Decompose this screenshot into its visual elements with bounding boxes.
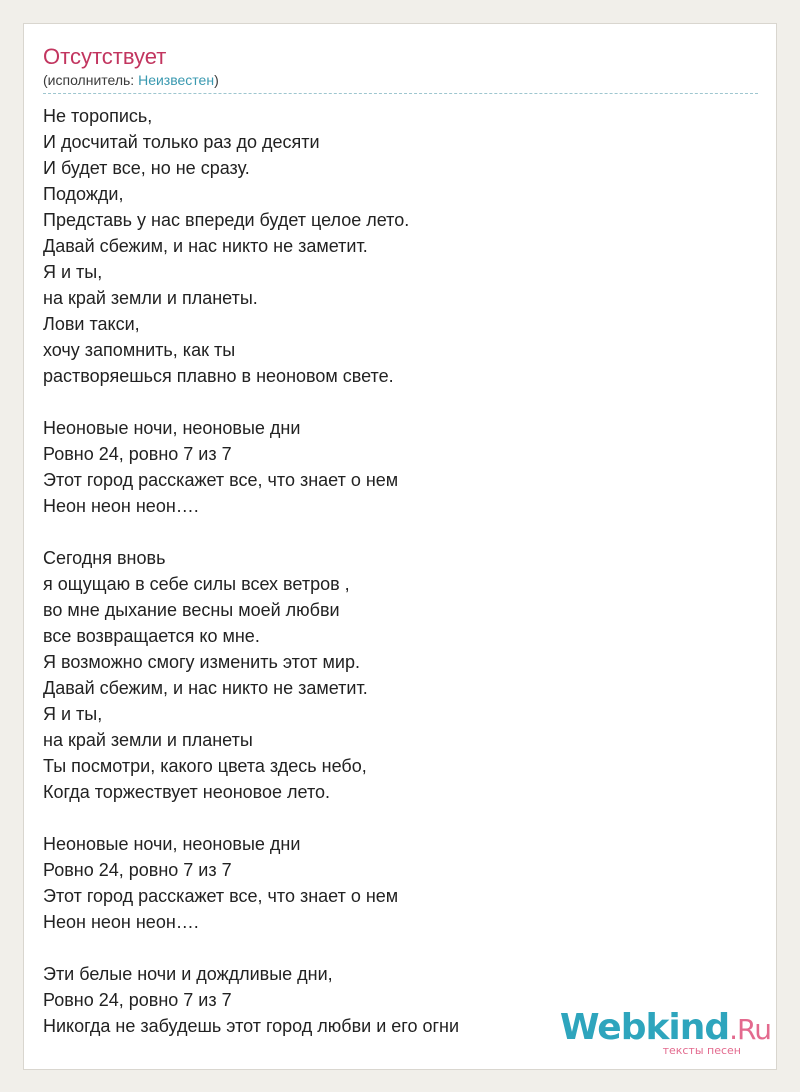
stanza-gap <box>43 519 757 545</box>
lyric-line: на край земли и планеты. <box>43 288 258 308</box>
lyric-line: Ровно 24, ровно 7 из 7 <box>43 990 232 1010</box>
lyric-line: Неоновые ночи, неоновые дни <box>43 418 301 438</box>
lyric-line: на край земли и планеты <box>43 730 253 750</box>
performer-suffix: ) <box>214 72 219 88</box>
lyric-line: И досчитай только раз до десяти <box>43 132 320 152</box>
lyric-line: Я возможно смогу изменить этот мир. <box>43 652 360 672</box>
lyric-line: И будет все, но не сразу. <box>43 158 250 178</box>
lyric-line: Этот город расскажет все, что знает о нем <box>43 886 399 906</box>
logo-wordmark: Webkind <box>559 1007 730 1048</box>
song-title: Отсутствует <box>43 44 167 69</box>
header-divider <box>43 93 758 94</box>
lyric-line: Я и ты, <box>43 704 103 724</box>
lyric-line: Этот город расскажет все, что знает о нем <box>43 470 399 490</box>
lyrics-card <box>23 23 777 1070</box>
lyric-line: Подожди, <box>43 184 124 204</box>
lyric-line: Лови такси, <box>43 314 140 334</box>
lyric-line: хочу запомнить, как ты <box>43 340 236 360</box>
site-logo[interactable] <box>560 1009 771 1057</box>
logo-tagline: тексты песен <box>662 1044 741 1057</box>
lyric-line: Сегодня вновь <box>43 548 166 568</box>
lyric-line: все возвращается ко мне. <box>43 626 260 646</box>
lyric-line: Давай сбежим, и нас никто не заметит. <box>43 678 368 698</box>
lyric-line: Ты посмотри, какого цвета здесь небо, <box>43 756 367 776</box>
stanza-gap <box>43 389 757 415</box>
logo-suffix: .Ru <box>729 1013 771 1046</box>
lyric-line: Не торопись, <box>43 106 153 126</box>
lyric-line: Никогда не забудешь этот город любви и его огни <box>43 1016 460 1036</box>
lyrics-body <box>43 103 757 1039</box>
lyric-line: Когда торжествует неоновое лето. <box>43 782 331 802</box>
lyric-line: Ровно 24, ровно 7 из 7 <box>43 444 232 464</box>
lyric-line: я ощущаю в себе силы всех ветров , <box>43 574 350 594</box>
lyric-line: растворяешься плавно в неоновом свете. <box>43 366 394 386</box>
lyric-line: Представь у нас впереди будет целое лето. <box>43 210 410 230</box>
lyric-line: во мне дыхание весны моей любви <box>43 600 340 620</box>
performer-link[interactable]: Неизвестен <box>138 72 215 88</box>
lyric-line: Неоновые ночи, неоновые дни <box>43 834 301 854</box>
lyric-line: Я и ты, <box>43 262 103 282</box>
lyric-line: Эти белые ночи и дождливые дни, <box>43 964 333 984</box>
performer-prefix: (исполнитель: <box>43 72 139 88</box>
lyric-line: Неон неон неон…. <box>43 912 199 932</box>
lyric-line: Неон неон неон…. <box>43 496 199 516</box>
stanza-gap <box>43 935 757 961</box>
lyric-line: Ровно 24, ровно 7 из 7 <box>43 860 232 880</box>
performer-line <box>43 70 757 90</box>
lyric-line: Давай сбежим, и нас никто не заметит. <box>43 236 368 256</box>
stanza-gap <box>43 805 757 831</box>
song-header <box>43 44 757 90</box>
